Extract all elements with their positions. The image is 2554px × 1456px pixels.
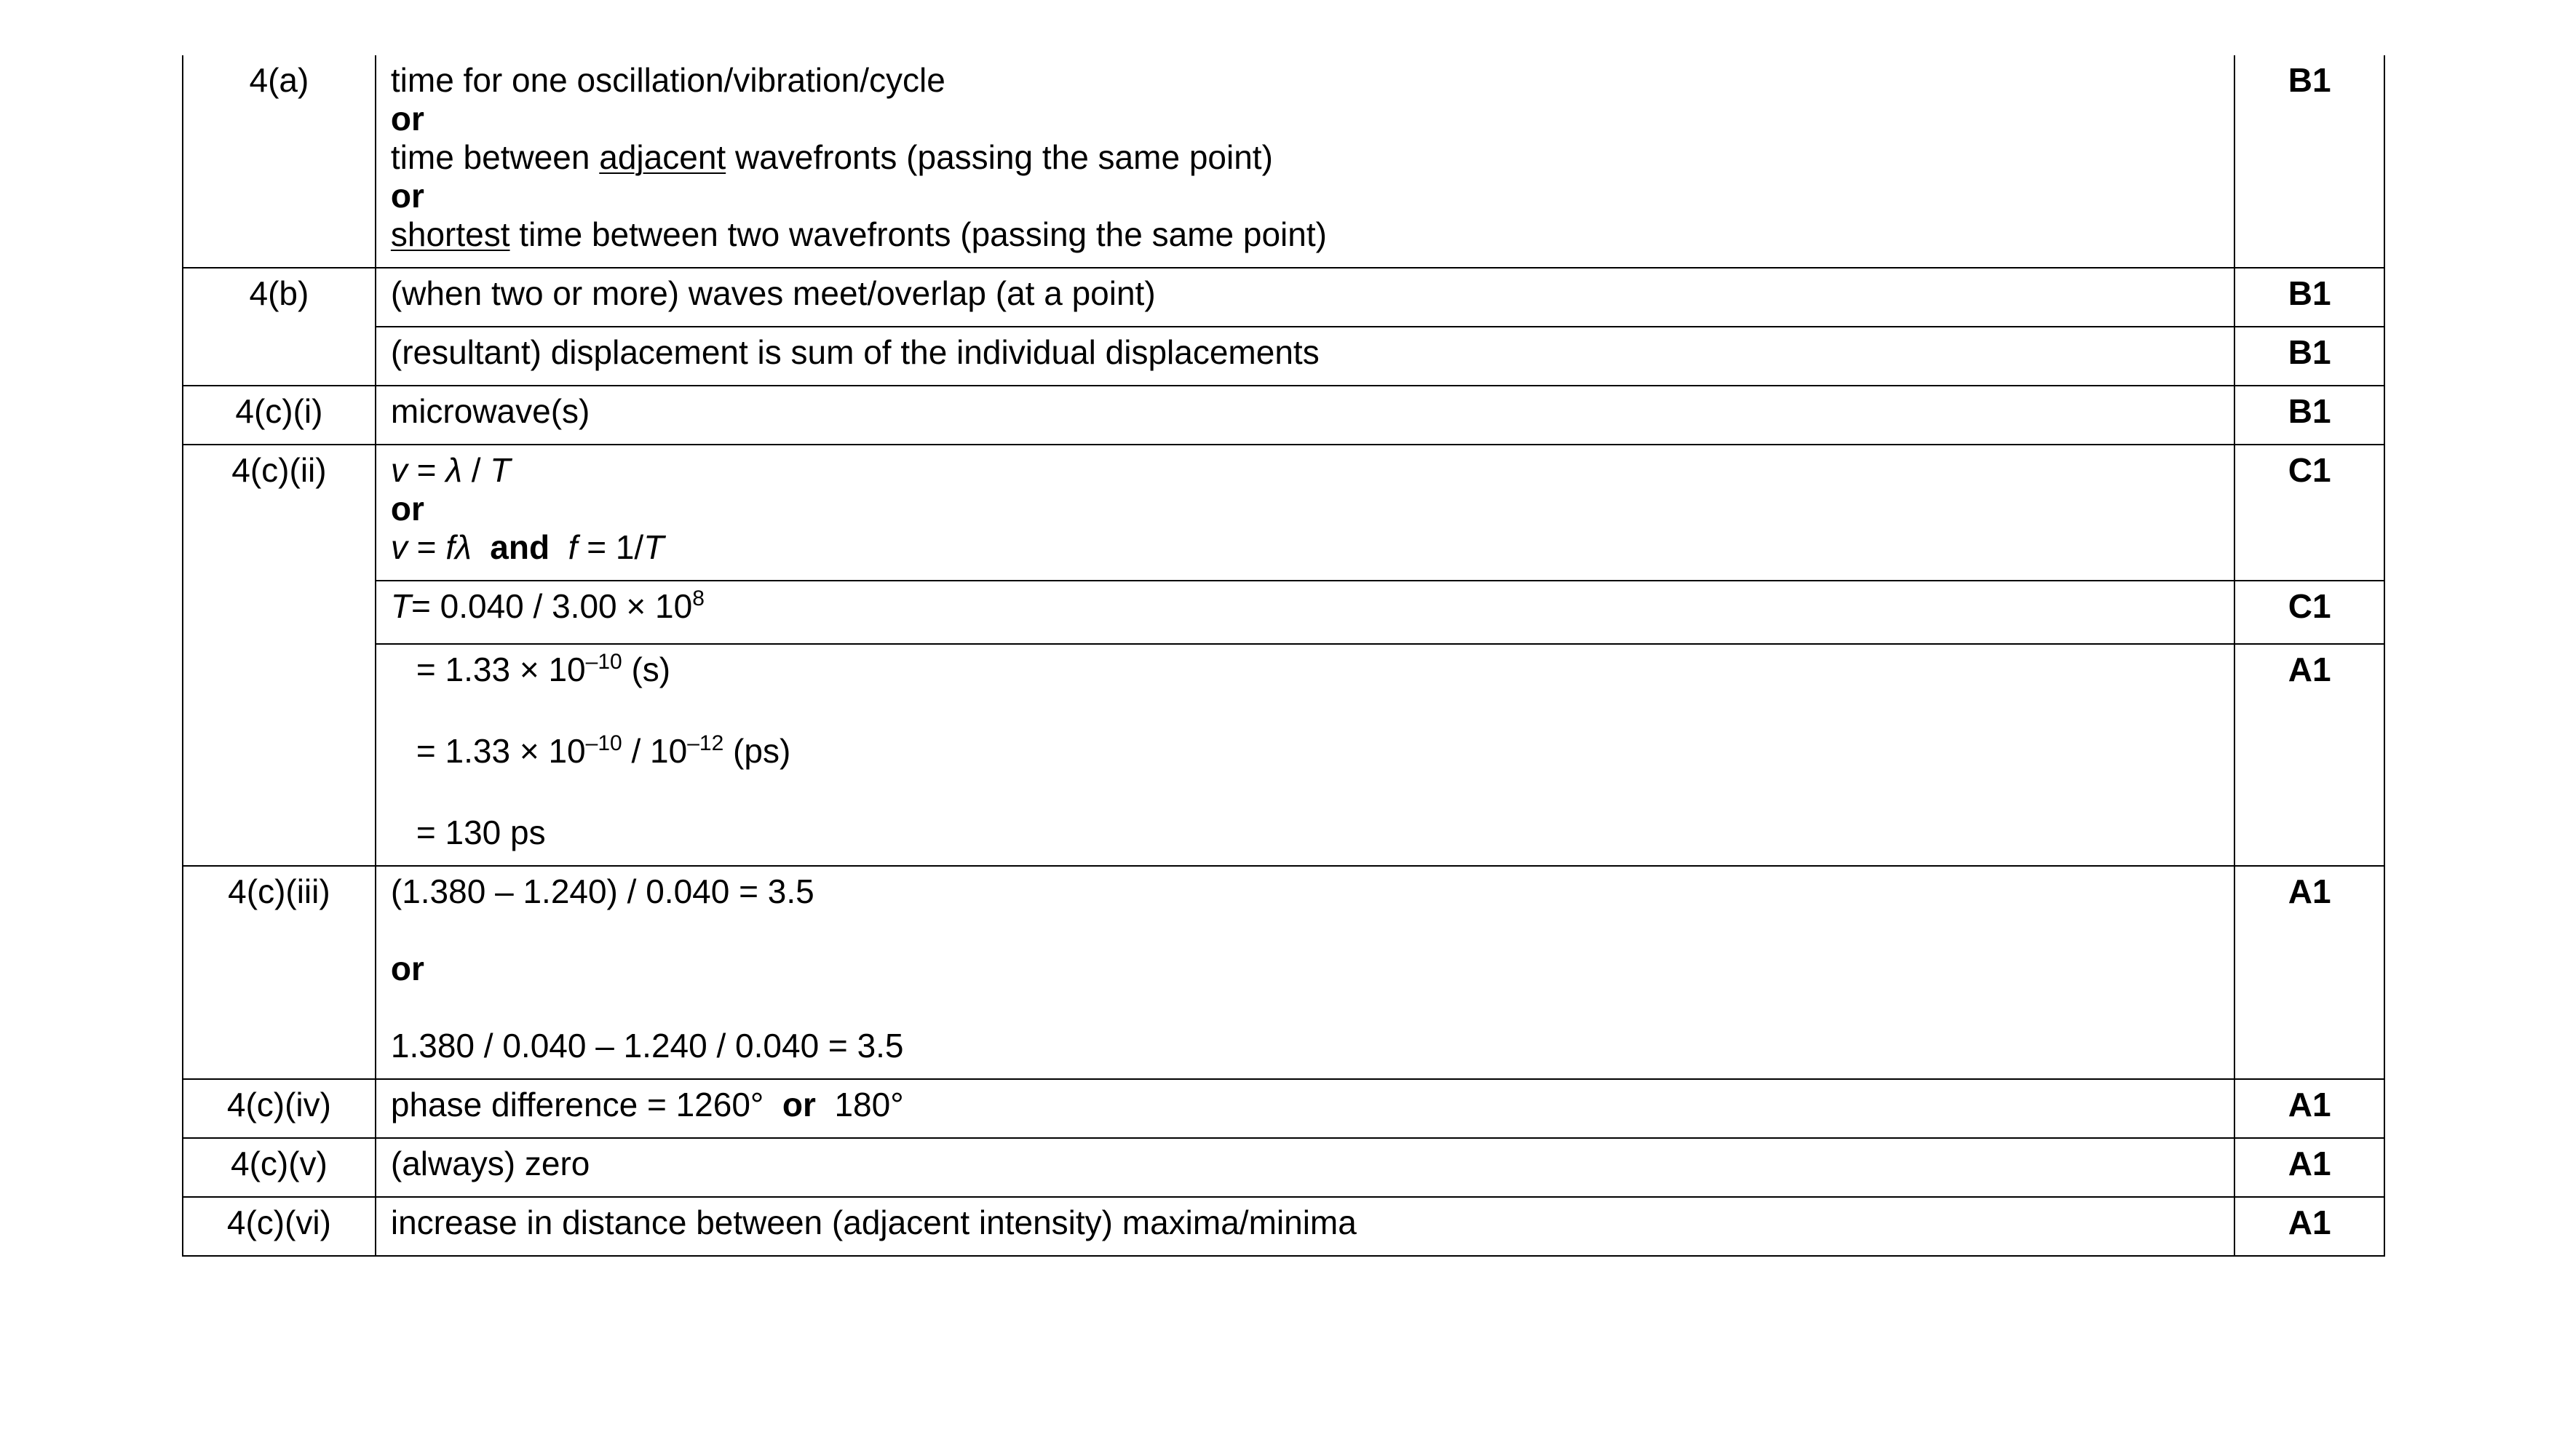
answer-cell	[376, 1079, 2234, 1138]
or-connector: or	[390, 177, 424, 215]
table-row	[183, 581, 2384, 644]
question-cell	[183, 55, 376, 268]
marks-cell	[2234, 1138, 2384, 1197]
question-number: 4(a)	[249, 61, 309, 99]
mark-code: A1	[2288, 872, 2331, 910]
question-cell	[183, 1079, 376, 1138]
answer-line: microwave(s)	[390, 392, 590, 430]
mark-code: A1	[2288, 1145, 2331, 1182]
or-connector: or	[390, 100, 424, 138]
answer-line: time between adjacent wavefronts (passing the same point)	[390, 138, 1273, 176]
mark-code: A1	[2288, 651, 2331, 688]
mark-code: B1	[2288, 61, 2331, 99]
or-connector: or	[390, 490, 424, 528]
formula-line: 1.380 / 0.040 – 1.240 / 0.040 = 3.5	[390, 1027, 904, 1065]
table-row	[183, 55, 2384, 268]
answer-cell	[376, 581, 2234, 644]
or-connector: or	[390, 950, 424, 987]
table-row	[183, 1079, 2384, 1138]
marks-cell	[2234, 866, 2384, 1079]
table-row	[183, 1197, 2384, 1256]
table-row	[183, 268, 2384, 327]
question-cell	[183, 268, 376, 386]
question-number: 4(c)(i)	[235, 392, 323, 430]
table-row	[183, 445, 2384, 581]
formula-line: = $1.33 \times 10^{-10}$ (s)	[416, 650, 671, 688]
question-number: 4(b)	[249, 274, 309, 312]
answer-line: shortest time between two wavefronts (passing the same point)	[390, 215, 1327, 253]
answer-cell	[376, 55, 2234, 268]
question-number: 4(c)(iv)	[226, 1086, 331, 1123]
formula-line: v = fλ and f = 1/T	[390, 528, 665, 566]
question-cell	[183, 1138, 376, 1197]
question-number: 4(c)(ii)	[231, 451, 327, 489]
answer-cell	[376, 1197, 2234, 1256]
answer-cell	[376, 386, 2234, 445]
answer-cell	[376, 644, 2234, 866]
question-cell	[183, 866, 376, 1079]
answer-cell	[376, 327, 2234, 386]
formula-line: = $1.33 \times 10^{-10} / 10^{-12}$ (ps)	[416, 731, 791, 770]
question-cell	[183, 1197, 376, 1256]
and-connector: and	[490, 528, 550, 566]
exponent: –10	[585, 731, 622, 755]
marks-cell	[2234, 445, 2384, 581]
or-connector: or	[782, 1086, 816, 1123]
mark-code: B1	[2288, 333, 2331, 371]
exponent: –12	[687, 731, 724, 755]
table-row	[183, 644, 2384, 866]
question-cell	[183, 445, 376, 866]
answer-line: phase difference = 1260° or 180°	[390, 1086, 904, 1123]
formula-line: = 130 ps	[416, 813, 546, 851]
answer-cell	[376, 1138, 2234, 1197]
underlined-keyword: shortest	[390, 215, 510, 253]
marks-cell	[2234, 1079, 2384, 1138]
table-row	[183, 1138, 2384, 1197]
marks-cell	[2234, 1197, 2384, 1256]
marks-cell	[2234, 644, 2384, 866]
answer-line: (resultant) displacement is sum of the individual displacements	[390, 333, 1320, 371]
marks-cell	[2234, 268, 2384, 327]
mark-code: B1	[2288, 274, 2331, 312]
marks-cell	[2234, 386, 2384, 445]
formula-line: v = λ / T	[390, 451, 511, 489]
question-cell	[183, 386, 376, 445]
answer-cell	[376, 866, 2234, 1079]
answer-line: increase in distance between (adjacent intensity) maxima/minima	[390, 1204, 1357, 1241]
answer-line: (when two or more) waves meet/overlap (at a point)	[390, 274, 1156, 312]
exponent: –10	[585, 650, 622, 674]
mark-code: A1	[2288, 1204, 2331, 1241]
table-row	[183, 386, 2384, 445]
mark-code: C1	[2288, 587, 2331, 625]
answer-cell	[376, 268, 2234, 327]
answer-cell	[376, 445, 2234, 581]
question-number: 4(c)(v)	[231, 1145, 328, 1182]
question-number: 4(c)(iii)	[228, 872, 330, 910]
mark-scheme-table	[182, 55, 2385, 1257]
formula-line: (1.380 – 1.240) / 0.040 = 3.5	[390, 872, 814, 910]
table-row	[183, 866, 2384, 1079]
mark-code: C1	[2288, 451, 2331, 489]
table-row	[183, 327, 2384, 386]
mark-code: A1	[2288, 1086, 2331, 1123]
question-number: 4(c)(vi)	[226, 1204, 331, 1241]
mark-code: B1	[2288, 392, 2331, 430]
exponent: 8	[692, 586, 705, 610]
marks-cell	[2234, 55, 2384, 268]
marks-cell	[2234, 327, 2384, 386]
answer-line: (always) zero	[390, 1145, 590, 1182]
marks-cell	[2234, 581, 2384, 644]
formula-line: $T= 0.040 / 3.00 \times 10^8$	[390, 586, 705, 625]
answer-line: time for one oscillation/vibration/cycle	[390, 61, 945, 99]
underlined-keyword: adjacent	[599, 138, 726, 176]
